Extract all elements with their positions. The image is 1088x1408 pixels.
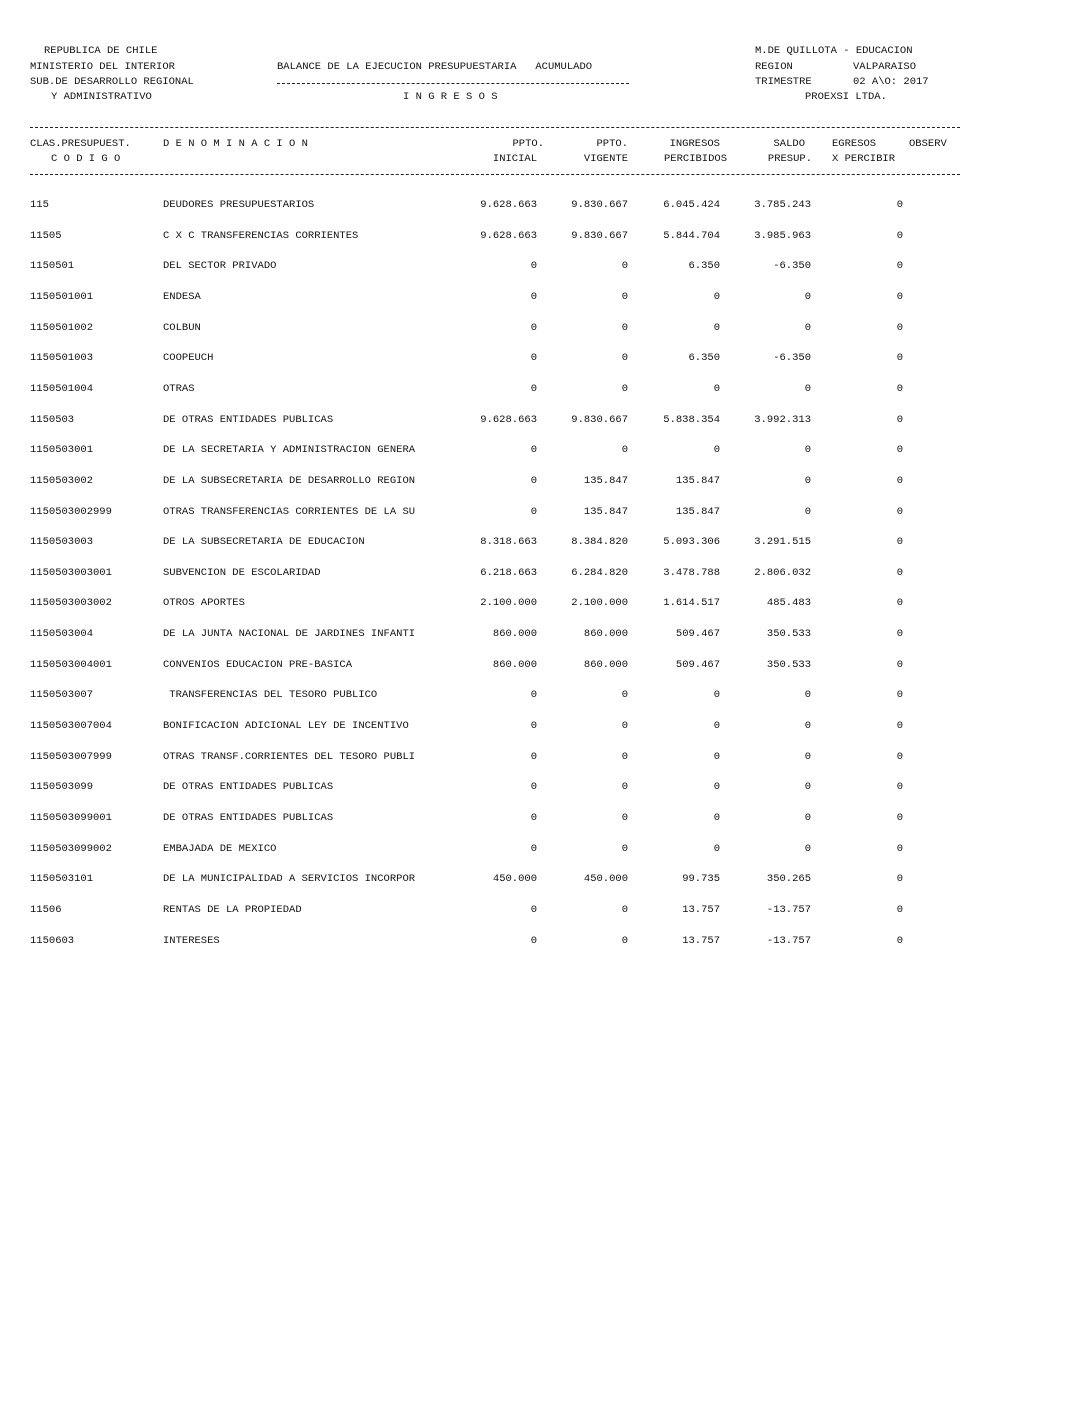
row-egresos-x-percibir: 0 [896,199,903,211]
row-code: 1150503101 [30,873,94,886]
row-ppto-inicial: 0 [530,505,537,518]
row-saldo-presup: 0 [804,689,811,702]
row-ppto-inicial: 0 [530,352,537,365]
col-header-codigo-2: C O D I G O [51,153,121,165]
row-saldo-presup: 485.483 [766,597,811,610]
row-ppto-vigente: 0 [621,842,628,855]
col-header-codigo-1: CLAS.PRESUPUEST. [30,138,131,150]
col-header-denominacion: D E N O M I N A C I O N [163,138,308,150]
row-code: 1150503007004 [30,720,112,733]
table-row [0,415,1088,429]
row-code: 11506 [30,903,62,916]
row-code: 1150503003002 [30,597,112,610]
row-code: 1150501003 [30,352,94,365]
table-row [0,782,1088,796]
row-egresos-x-percibir: 0 [896,903,903,916]
row-denominacion: DE OTRAS ENTIDADES PUBLICAS [163,781,334,794]
row-egresos-x-percibir: 0 [896,382,903,395]
row-code: 1150501002 [30,321,94,334]
row-ppto-vigente: 0 [621,750,628,763]
row-saldo-presup: 0 [804,781,811,794]
row-ppto-vigente: 0 [621,444,628,457]
row-code: 1150503004 [30,628,94,641]
row-ingresos-percibidos: 6.350 [688,260,720,273]
row-ingresos-percibidos: 0 [713,842,720,855]
table-row [0,936,1088,950]
table-row [0,200,1088,214]
row-denominacion: TRANSFERENCIAS DEL TESORO PUBLICO [163,689,378,702]
row-saldo-presup: 0 [804,321,811,334]
row-ingresos-percibidos: 5.844.704 [663,229,720,242]
row-saldo-presup: 0 [804,812,811,824]
row-denominacion: DE LA SUBSECRETARIA DE EDUCACION [163,536,365,549]
row-ingresos-percibidos: 13.757 [682,903,720,916]
row-ppto-inicial: 9.628.663 [480,229,537,242]
row-ppto-vigente: 0 [621,781,628,794]
row-denominacion: DE LA MUNICIPALIDAD A SERVICIOS INCORPOR [163,873,416,886]
row-saldo-presup: 3.985.963 [754,229,811,242]
table-row [0,261,1088,275]
row-saldo-presup: 0 [804,444,811,457]
row-ppto-inicial: 0 [530,903,537,916]
row-denominacion: OTRAS TRANSFERENCIAS CORRIENTES DE LA SU [163,505,416,518]
row-ppto-inicial: 0 [530,781,537,794]
row-ingresos-percibidos: 99.735 [682,873,720,886]
row-ppto-inicial: 0 [530,444,537,457]
header-left-line-4: Y ADMINISTRATIVO [51,91,152,103]
table-row [0,231,1088,245]
header-left-line-1: REPUBLICA DE CHILE [44,45,158,57]
report-title: BALANCE DE LA EJECUCION PRESUPUESTARIA ACUMULADO [277,61,593,73]
row-ppto-vigente: 9.830.667 [571,229,628,242]
row-egresos-x-percibir: 0 [896,536,903,549]
table-row [0,353,1088,367]
row-ingresos-percibidos: 0 [713,812,720,824]
row-ppto-vigente: 0 [621,352,628,365]
row-egresos-x-percibir: 0 [896,812,903,824]
row-ingresos-percibidos: 0 [713,689,720,702]
row-saldo-presup: -6.350 [773,352,811,365]
row-ppto-vigente: 0 [621,321,628,334]
table-row [0,507,1088,521]
row-denominacion: DE LA SECRETARIA Y ADMINISTRACION GENERA [163,444,416,457]
row-ingresos-percibidos: 135.847 [675,474,720,487]
row-denominacion: CONVENIOS EDUCACION PRE-BASICA [163,658,353,671]
row-ppto-vigente: 9.830.667 [571,413,628,426]
row-ingresos-percibidos: 6.045.424 [663,199,720,211]
row-denominacion: DE OTRAS ENTIDADES PUBLICAS [163,413,334,426]
col-header-percibidos-1: INGRESOS [669,138,720,150]
row-ingresos-percibidos: 509.467 [675,628,720,641]
row-ppto-inicial: 860.000 [492,658,537,671]
table-row [0,629,1088,643]
table-row [0,660,1088,674]
table-row [0,721,1088,735]
row-ppto-vigente: 0 [621,290,628,303]
row-ppto-vigente: 860.000 [583,658,628,671]
row-code: 1150501 [30,260,75,273]
row-ppto-inicial: 8.318.663 [480,536,537,549]
row-denominacion: DEL SECTOR PRIVADO [163,260,277,273]
row-code: 1150503099002 [30,842,112,855]
row-ingresos-percibidos: 6.350 [688,352,720,365]
row-code: 11505 [30,229,62,242]
row-denominacion: OTROS APORTES [163,597,245,610]
row-ppto-inicial: 9.628.663 [480,199,537,211]
table-row [0,813,1088,827]
col-header-observ: OBSERV [909,138,947,150]
col-header-percibidos-2: PERCIBIDOS [663,153,727,165]
row-ppto-inicial: 0 [530,720,537,733]
row-code: 1150501004 [30,382,94,395]
table-row [0,292,1088,306]
table-row [0,598,1088,612]
header-region-label: REGION [755,61,793,73]
row-code: 1150503 [30,413,75,426]
table-row [0,874,1088,888]
row-denominacion: DE OTRAS ENTIDADES PUBLICAS [163,812,334,824]
header-region-value: VALPARAISO [853,61,917,73]
row-ppto-vigente: 135.847 [583,505,628,518]
row-ppto-inicial: 0 [530,750,537,763]
row-egresos-x-percibir: 0 [896,658,903,671]
row-ppto-vigente: 2.100.000 [571,597,628,610]
row-ppto-vigente: 0 [621,934,628,947]
row-saldo-presup: 3.992.313 [754,413,811,426]
row-ppto-inicial: 0 [530,842,537,855]
row-egresos-x-percibir: 0 [896,934,903,947]
table-row [0,690,1088,704]
row-egresos-x-percibir: 0 [896,720,903,733]
row-ppto-inicial: 0 [530,934,537,947]
row-ppto-inicial: 0 [530,321,537,334]
row-ppto-vigente: 9.830.667 [571,199,628,211]
row-ppto-inicial: 2.100.000 [480,597,537,610]
row-ppto-inicial: 0 [530,260,537,273]
header-left-line-2: MINISTERIO DEL INTERIOR [30,61,175,73]
row-egresos-x-percibir: 0 [896,628,903,641]
row-code: 1150503007999 [30,750,112,763]
row-ingresos-percibidos: 5.838.354 [663,413,720,426]
header-trimestre-label: TRIMESTRE [755,76,812,88]
row-egresos-x-percibir: 0 [896,260,903,273]
row-egresos-x-percibir: 0 [896,505,903,518]
row-ingresos-percibidos: 135.847 [675,505,720,518]
row-ppto-vigente: 0 [621,382,628,395]
report-subtitle: I N G R E S O S [403,91,498,103]
col-header-vigente-1: PPTO. [596,138,628,150]
row-ingresos-percibidos: 1.614.517 [663,597,720,610]
row-saldo-presup: 0 [804,842,811,855]
row-code: 1150503001 [30,444,94,457]
row-code: 1150603 [30,934,75,947]
row-saldo-presup: 350.533 [766,658,811,671]
row-egresos-x-percibir: 0 [896,689,903,702]
row-ppto-vigente: 135.847 [583,474,628,487]
row-code: 1150503003 [30,536,94,549]
row-denominacion: DE LA SUBSECRETARIA DE DESARROLLO REGION [163,474,416,487]
table-row [0,844,1088,858]
row-ppto-vigente: 860.000 [583,628,628,641]
row-ppto-inicial: 0 [530,382,537,395]
row-saldo-presup: 2.806.032 [754,566,811,579]
title-underline [277,83,629,84]
col-header-egresos-1: EGRESOS [832,138,877,150]
row-ingresos-percibidos: 3.478.788 [663,566,720,579]
row-denominacion: OTRAS [163,382,195,395]
table-row [0,752,1088,766]
row-denominacion: INTERESES [163,934,220,947]
row-egresos-x-percibir: 0 [896,597,903,610]
row-egresos-x-percibir: 0 [896,781,903,794]
table-row [0,905,1088,919]
row-code: 1150503002 [30,474,94,487]
row-ingresos-percibidos: 5.093.306 [663,536,720,549]
row-denominacion: BONIFICACION ADICIONAL LEY DE INCENTIVO [163,720,409,733]
row-egresos-x-percibir: 0 [896,444,903,457]
col-header-egresos-2: X PERCIBIR [832,153,896,165]
row-ppto-vigente: 450.000 [583,873,628,886]
row-saldo-presup: 0 [804,720,811,733]
row-ppto-vigente: 0 [621,260,628,273]
row-saldo-presup: 0 [804,505,811,518]
row-saldo-presup: -13.757 [766,903,811,916]
row-denominacion: C X C TRANSFERENCIAS CORRIENTES [163,229,359,242]
row-code: 1150503099001 [30,812,112,824]
row-egresos-x-percibir: 0 [896,474,903,487]
row-code: 1150501001 [30,290,94,303]
row-saldo-presup: -6.350 [773,260,811,273]
row-denominacion: COLBUN [163,321,201,334]
row-code: 1150503004001 [30,658,112,671]
row-code: 1150503003001 [30,566,112,579]
row-ppto-inicial: 9.628.663 [480,413,537,426]
row-saldo-presup: 0 [804,382,811,395]
row-saldo-presup: -13.757 [766,934,811,947]
row-ppto-inicial: 0 [530,812,537,824]
row-ingresos-percibidos: 509.467 [675,658,720,671]
table-row [0,476,1088,490]
row-denominacion: ENDESA [163,290,201,303]
row-ingresos-percibidos: 0 [713,321,720,334]
table-row [0,445,1088,459]
header-entity: M.DE QUILLOTA - EDUCACION [755,45,913,57]
row-ppto-vigente: 8.384.820 [571,536,628,549]
row-code: 1150503007 [30,689,94,702]
row-ppto-vigente: 0 [621,812,628,824]
row-ingresos-percibidos: 0 [713,720,720,733]
row-ingresos-percibidos: 13.757 [682,934,720,947]
row-egresos-x-percibir: 0 [896,566,903,579]
row-ppto-inicial: 450.000 [492,873,537,886]
col-header-inicial-2: INICIAL [492,153,537,165]
row-saldo-presup: 350.265 [766,873,811,886]
row-ppto-inicial: 860.000 [492,628,537,641]
col-header-vigente-2: VIGENTE [583,153,628,165]
column-header-bottom-rule [30,174,960,175]
row-ppto-vigente: 6.284.820 [571,566,628,579]
row-egresos-x-percibir: 0 [896,321,903,334]
row-egresos-x-percibir: 0 [896,842,903,855]
table-row [0,323,1088,337]
header-left-line-3: SUB.DE DESARROLLO REGIONAL [30,76,194,88]
row-code: 1150503002999 [30,505,112,518]
table-row [0,537,1088,551]
row-denominacion: DE LA JUNTA NACIONAL DE JARDINES INFANTI [163,628,416,641]
row-ppto-inicial: 0 [530,474,537,487]
row-code: 1150503099 [30,781,94,794]
row-denominacion: SUBVENCION DE ESCOLARIDAD [163,566,321,579]
row-ppto-inicial: 0 [530,290,537,303]
table-row [0,568,1088,582]
table-row [0,384,1088,398]
row-ingresos-percibidos: 0 [713,444,720,457]
row-ppto-vigente: 0 [621,689,628,702]
col-header-saldo-2: PRESUP. [767,153,812,165]
col-header-saldo-1: SALDO [773,138,805,150]
row-saldo-presup: 0 [804,750,811,763]
row-saldo-presup: 3.785.243 [754,199,811,211]
row-ingresos-percibidos: 0 [713,290,720,303]
row-denominacion: EMBAJADA DE MEXICO [163,842,277,855]
column-header-top-rule [30,127,960,128]
row-ppto-vigente: 0 [621,903,628,916]
row-egresos-x-percibir: 0 [896,873,903,886]
row-denominacion: DEUDORES PRESUPUESTARIOS [163,199,315,211]
row-saldo-presup: 350.533 [766,628,811,641]
row-egresos-x-percibir: 0 [896,229,903,242]
col-header-inicial-1: PPTO. [512,138,544,150]
row-ingresos-percibidos: 0 [713,750,720,763]
row-egresos-x-percibir: 0 [896,290,903,303]
row-ingresos-percibidos: 0 [713,382,720,395]
row-denominacion: COOPEUCH [163,352,214,365]
row-saldo-presup: 0 [804,474,811,487]
row-code: 115 [30,199,49,211]
row-egresos-x-percibir: 0 [896,750,903,763]
row-egresos-x-percibir: 0 [896,352,903,365]
row-ppto-vigente: 0 [621,720,628,733]
row-egresos-x-percibir: 0 [896,413,903,426]
row-saldo-presup: 3.291.515 [754,536,811,549]
row-denominacion: RENTAS DE LA PROPIEDAD [163,903,302,916]
header-company: PROEXSI LTDA. [805,91,887,103]
row-saldo-presup: 0 [804,290,811,303]
row-ppto-inicial: 0 [530,689,537,702]
row-denominacion: OTRAS TRANSF.CORRIENTES DEL TESORO PUBLI [163,750,416,763]
row-ppto-inicial: 6.218.663 [480,566,537,579]
row-ingresos-percibidos: 0 [713,781,720,794]
header-trimestre-value: 02 A\O: 2017 [853,76,929,88]
